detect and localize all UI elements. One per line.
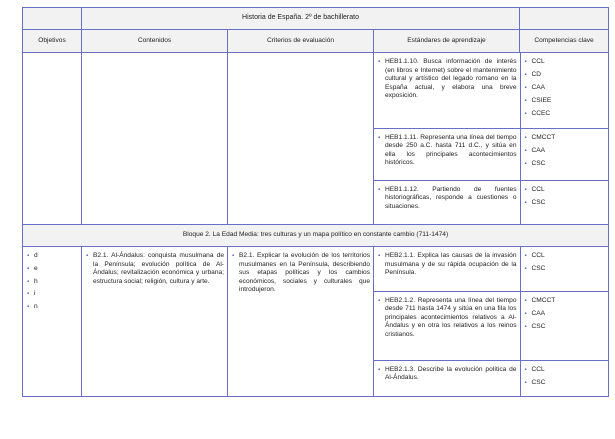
competencia: CMCCT (531, 133, 556, 141)
competencias-list (520, 360, 609, 396)
competencias-list (520, 247, 609, 291)
bullet-icon: ▪ (27, 291, 30, 298)
curriculum-table (22, 7, 609, 397)
bullet-icon: ▪ (378, 366, 381, 373)
objetivo: d (34, 252, 38, 259)
bullet-icon: ▪ (524, 186, 527, 193)
competencia: CSIEE (531, 97, 552, 105)
header-competencias: Competencias clave (520, 30, 609, 53)
competencia: CSC (531, 198, 546, 206)
bullet-icon: ▪ (378, 253, 381, 259)
header-objetivos: Objetivos (23, 30, 82, 53)
standard-text: HEB1.1.11. Representa una línea del tiempo desde 250 a.C. hasta 711 d.C., y sitúa en ella los principales acontecimientos históricos. (385, 133, 517, 167)
bullet-icon: ▪ (524, 160, 527, 167)
contenido-text: B2.1. Al-Ándalus: conquista musulmana de la Península; evolución política de Al-Ándalus; revitalización económica y urbana; estructura social; religión, cultura y arte. (93, 252, 224, 285)
bullet-icon: ▪ (524, 310, 527, 317)
criterios-cell (228, 53, 374, 225)
competencia: CCL (531, 58, 545, 65)
criterio-text: B2.1. Explicar la evolución de los territorios musulmanes en la Península, describiendo sus etapas políticas y los cambios económicos, sociales y culturales que introdujeron. (239, 252, 370, 294)
standard-text: HEB1.1.10. Busca información de interés (en libros e Internet) sobre el mantenimiento cultural y artístico del legado romano en la España actual, y elabora una breve exposición. (385, 58, 517, 100)
bullet-icon: ▪ (524, 266, 527, 273)
standard-row (374, 291, 609, 360)
competencia: CCL (531, 365, 545, 373)
competencia: CCL (531, 185, 545, 193)
title-empty-cell (23, 8, 82, 30)
bullet-icon: ▪ (27, 253, 30, 259)
competencias-list (520, 291, 609, 360)
bullet-icon: ▪ (524, 98, 527, 105)
block2-title-row (23, 225, 609, 247)
criterio-cell (228, 247, 374, 397)
competencia: CMCCT (531, 296, 556, 304)
competencia: CCL (531, 252, 545, 259)
block2-title: Bloque 2. La Edad Media: tres culturas y un mapa político en constante cambio (711-1474) (23, 225, 609, 247)
block2-row (23, 247, 609, 397)
bullet-icon: ▪ (27, 265, 30, 272)
bullet-icon: ▪ (524, 85, 527, 92)
competencia: CSC (531, 159, 546, 167)
standard-row (374, 128, 609, 180)
title-empty-cell (520, 8, 609, 30)
competencia: CCEC (531, 110, 551, 118)
header-contenidos: Contenidos (82, 30, 228, 53)
standard-text: HEB1.1.12. Partiendo de fuentes historiográficas, responde a cuestiones o situaciones. (385, 185, 517, 210)
contenido-cell (82, 247, 228, 397)
objetivo: h (34, 277, 38, 285)
objetivos-cell (23, 53, 82, 225)
bullet-icon: ▪ (524, 366, 527, 373)
bullet-icon: ▪ (378, 134, 381, 141)
bullet-icon: ▪ (378, 59, 381, 65)
bullet-icon: ▪ (524, 323, 527, 330)
standard-text: HEB2.1.2. Representa una línea del tiempo desde 711 hasta 1474 y sitúa en una fila los principales acontecimientos relativos a Al-Ándalus y en otra los relativos a los reinos cristianos. (385, 296, 517, 338)
objetivo: n (34, 303, 38, 311)
competencia: CSC (531, 265, 546, 273)
bullet-icon: ▪ (232, 253, 235, 259)
competencias-list (520, 180, 609, 224)
bullet-icon: ▪ (524, 297, 527, 304)
bullet-icon: ▪ (27, 278, 30, 285)
curriculum-document (22, 7, 608, 397)
objetivo: e (34, 264, 38, 272)
competencias-list (520, 128, 609, 180)
standards-subtable (374, 247, 609, 396)
standards-group (374, 53, 609, 225)
standard-text: HEB2.1.1. Explica las causas de la invasión musulmana y de su rápida ocupación de la Península. (385, 252, 517, 277)
header-row (23, 30, 609, 53)
bullet-icon: ▪ (378, 186, 381, 193)
header-criterios: Criterios de evaluación (228, 30, 374, 53)
standard-text: HEB2.1.3. Describe la evolución política de Al-Ándalus. (385, 365, 517, 382)
standard-row (374, 53, 609, 128)
competencia: CAA (531, 309, 546, 317)
block1-row (23, 53, 609, 225)
bullet-icon: ▪ (524, 253, 527, 259)
bullet-icon: ▪ (524, 72, 527, 79)
bullet-icon: ▪ (524, 379, 527, 386)
bullet-icon: ▪ (27, 304, 30, 311)
title-row (23, 8, 609, 30)
standard-row (374, 247, 609, 291)
competencia: CAA (531, 84, 546, 92)
competencia: CD (531, 71, 542, 79)
standards-group (374, 247, 609, 397)
header-estandares: Estándares de aprendizaje (374, 30, 520, 53)
bullet-icon: ▪ (524, 199, 527, 206)
standard-row (374, 180, 609, 224)
bullet-icon: ▪ (378, 297, 381, 304)
table-title: Historia de España. 2º de bachillerato (82, 8, 520, 30)
competencia: CSC (531, 322, 546, 330)
competencias-list (520, 53, 609, 128)
objetivo: i (34, 290, 36, 298)
bullet-icon: ▪ (524, 111, 527, 118)
contenidos-cell (82, 53, 228, 225)
competencia: CAA (531, 146, 546, 154)
competencia: CSC (531, 378, 546, 386)
bullet-icon: ▪ (524, 147, 527, 154)
standard-row (374, 360, 609, 396)
objetivos-list (23, 247, 82, 397)
bullet-icon: ▪ (524, 134, 527, 141)
bullet-icon: ▪ (524, 59, 527, 65)
standards-subtable (374, 53, 609, 224)
bullet-icon: ▪ (86, 253, 89, 259)
